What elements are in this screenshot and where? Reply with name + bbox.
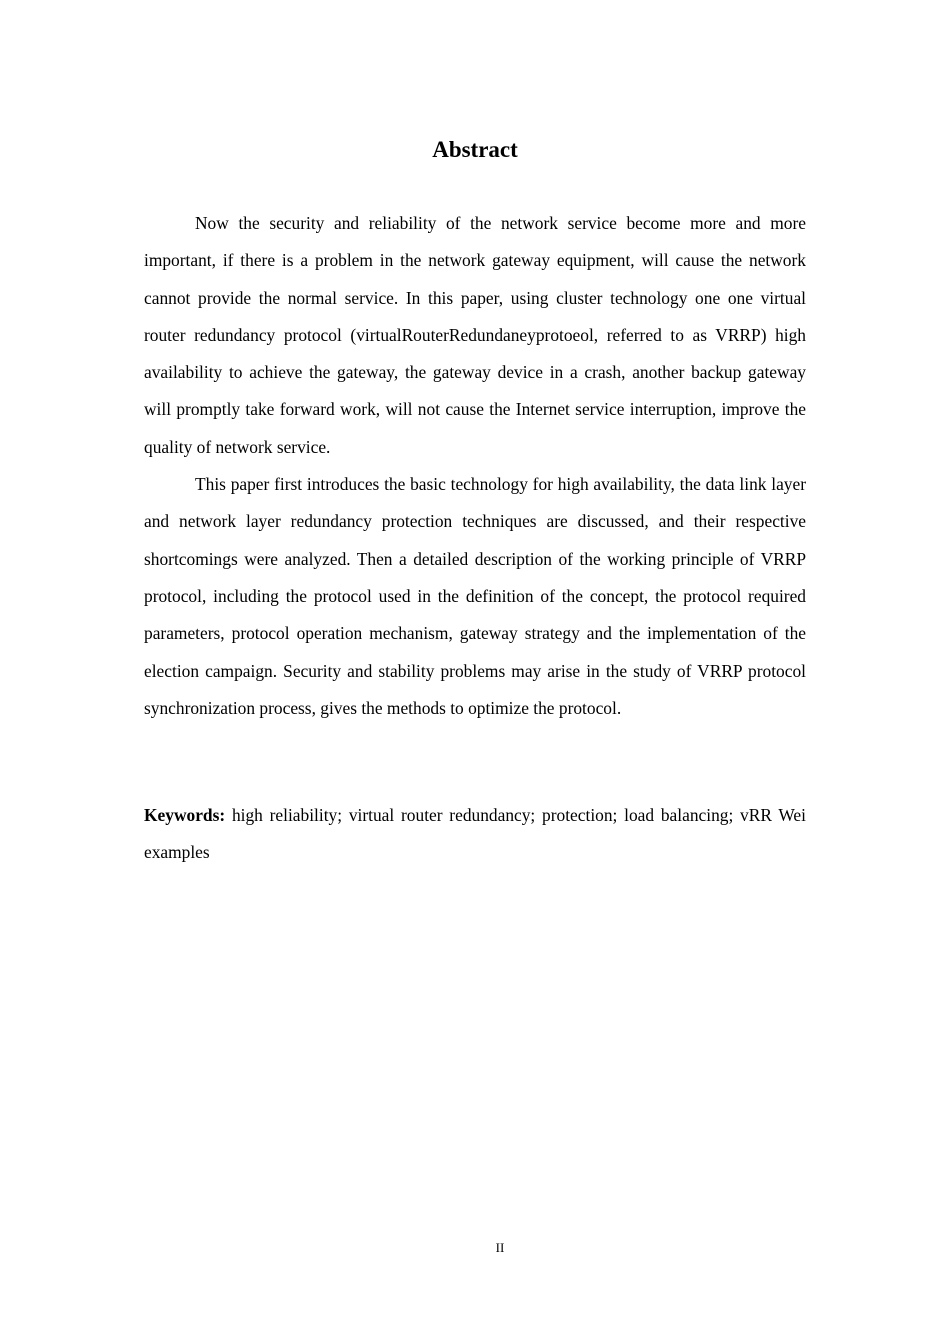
keywords-label: Keywords: xyxy=(144,805,226,825)
abstract-title: Abstract xyxy=(432,137,518,162)
keywords-text: high reliability; virtual router redundancy; protection; load balancing; vRR Wei examples xyxy=(144,805,806,863)
keywords-line xyxy=(144,797,806,872)
abstract-body xyxy=(144,205,806,727)
abstract-paragraph-2: This paper first introduces the basic technology for high availability, the data link layer and network layer redundancy protection techniques are discussed, and their respective shortcomings were analyzed. Then a detailed description of the working principle of VRRP protocol, including the protocol used in the definition of the concept, the protocol required parameters, protocol operation mechanism, gateway strategy and the implementation of the election campaign. Security and stability problems may arise in the study of VRRP protocol synchronization process, gives the methods to optimize the protocol. xyxy=(144,474,806,718)
abstract-paragraph-1: Now the security and reliability of the network service become more and more important, if there is a problem in the network gateway equipment, will cause the network cannot provide the normal service. In this paper, using cluster technology one one virtual router redundancy protocol (virtualRouterRedundaneyprotoeol, referred to as VRRP) high availability to achieve the gateway, the gateway device in a crash, another backup gateway will promptly take forward work, will not cause the Internet service interruption, improve the quality of network service. xyxy=(144,213,806,457)
page-number: II xyxy=(495,1240,505,1255)
